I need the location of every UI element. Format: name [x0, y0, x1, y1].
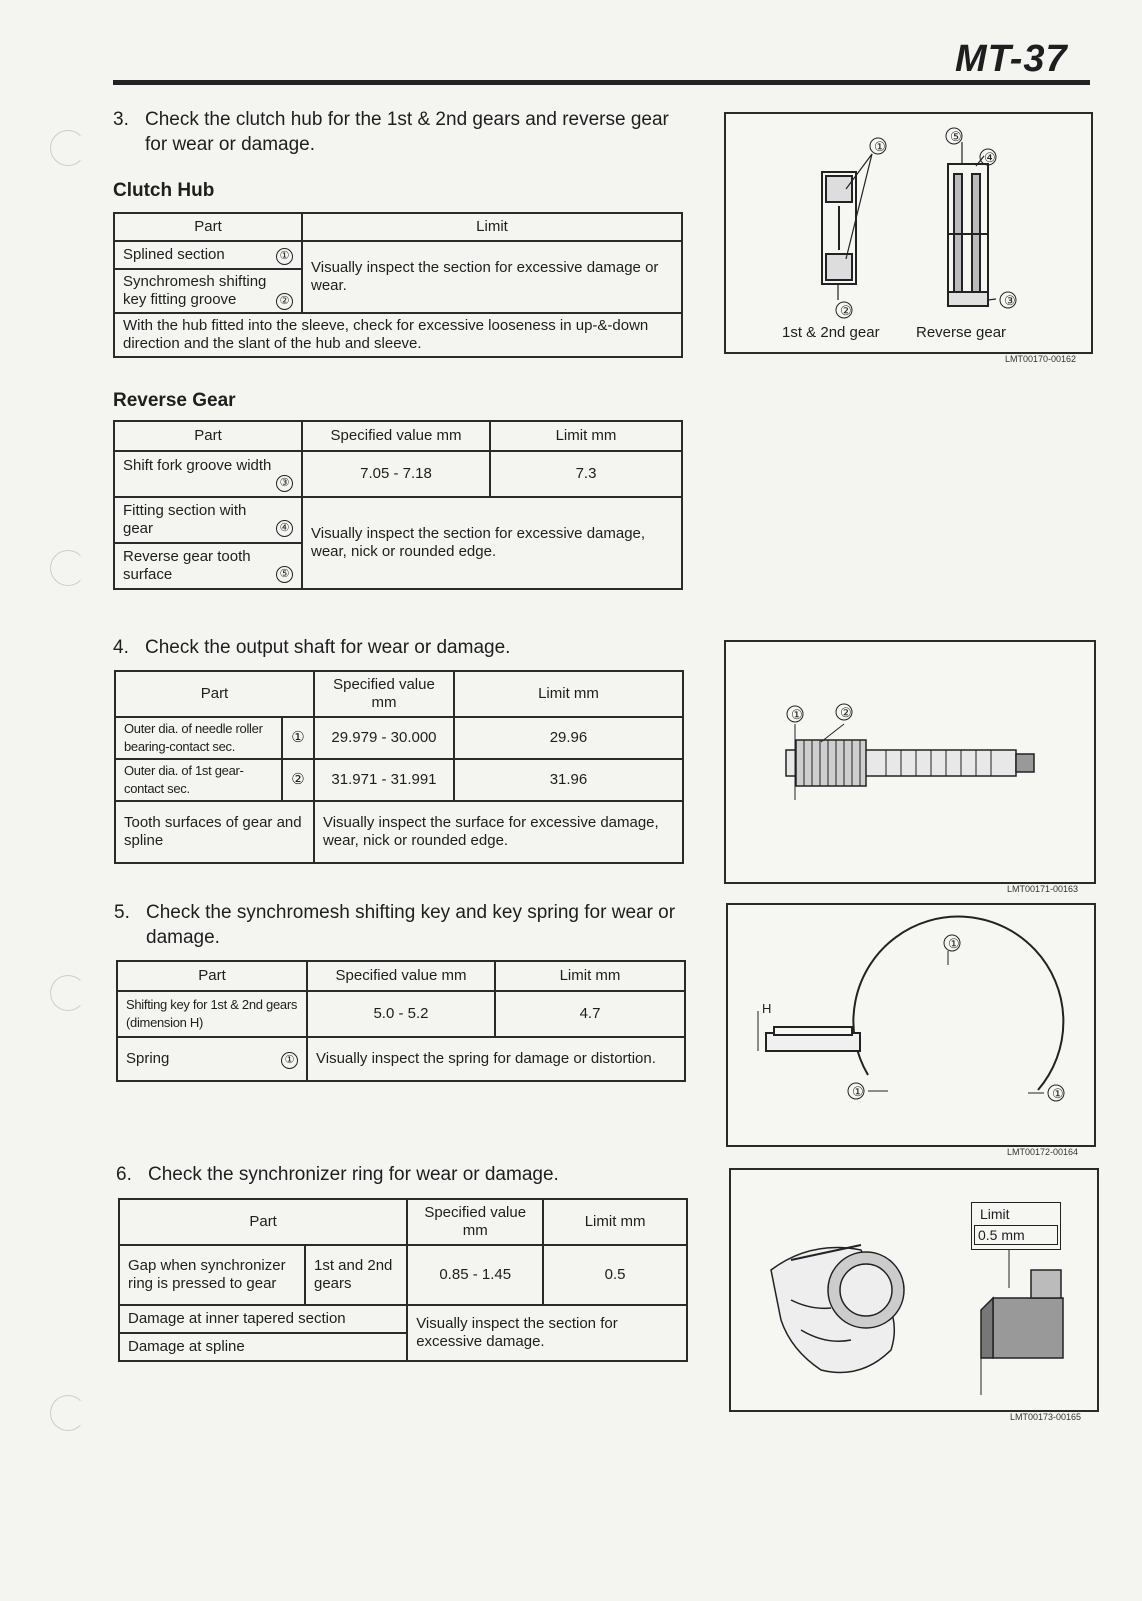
punch-hole: [50, 1395, 86, 1431]
table-cell-limit: 31.96: [454, 759, 683, 801]
col-limit: Limit: [302, 213, 682, 241]
figure-output-shaft: [724, 640, 1096, 884]
figure-label-1st-2nd: 1st & 2nd gear: [782, 324, 880, 341]
marker-4: ④: [984, 150, 996, 165]
col-limit: Limit mm: [490, 421, 682, 451]
table-cell-part: Tooth surfaces of gear and spline: [115, 801, 314, 863]
table-cell-spec: 0.85 - 1.45: [407, 1245, 543, 1305]
step-text: Check the synchromesh shifting key and key spring for wear or damage.: [146, 902, 676, 948]
table-cell-limit: 4.7: [495, 991, 685, 1037]
marker-3: ③: [1004, 293, 1016, 308]
col-spec: Specified value mm: [302, 421, 490, 451]
step-number: 6.: [116, 1164, 132, 1185]
table-cell-part: ② Synchromesh shifting key fitting groove: [114, 269, 302, 313]
table-cell-part: ⑤ Reverse gear tooth surface: [114, 543, 302, 589]
col-part: Part: [115, 671, 314, 717]
synchronizer-ring-table: [118, 1198, 688, 1362]
col-limit: Limit mm: [495, 961, 685, 991]
table-cell-limit: 29.96: [454, 717, 683, 759]
output-shaft-diagram: [726, 642, 1094, 882]
marker-2: ②: [840, 303, 852, 318]
marker-1: ①: [281, 1052, 298, 1069]
table-cell-spec: Visually inspect the section for excessive damage, wear, nick or rounded edge.: [302, 497, 682, 589]
col-part: Part: [114, 421, 302, 451]
col-spec: Specified value mm: [314, 671, 454, 717]
step-number: 5.: [114, 902, 130, 923]
table-cell-part: Shifting key for 1st & 2nd gears (dimension H): [117, 991, 307, 1037]
page-number: MT-37: [955, 38, 1068, 80]
figure-synchronizer-ring: [729, 1168, 1099, 1412]
table-cell-part: ① Splined section: [114, 241, 302, 269]
limit-callout: [971, 1202, 1061, 1250]
punch-hole: [50, 550, 86, 586]
figure-label-reverse: Reverse gear: [916, 324, 1007, 341]
reverse-gear-table: [113, 420, 683, 590]
step-6: [116, 1162, 686, 1187]
step-text: Check the clutch hub for the 1st & 2nd gears and reverse gear for wear or damage.: [145, 109, 669, 155]
table-cell-limit: 7.3: [490, 451, 682, 497]
marker-5: ⑤: [950, 129, 962, 144]
marker-1: ①: [1052, 1086, 1064, 1101]
limit-callout-label: Limit: [980, 1206, 1010, 1222]
marker-2: ②: [840, 705, 852, 720]
table-cell-part: Outer dia. of 1st gear-contact sec.: [115, 759, 282, 801]
table-cell-spec: 29.979 - 30.000: [314, 717, 454, 759]
table-cell-part: Gap when synchronizer ring is pressed to gear: [119, 1245, 305, 1305]
table-cell-part: Damage at inner tapered section: [119, 1305, 407, 1333]
col-limit: Limit mm: [454, 671, 683, 717]
marker-1: ①: [948, 936, 960, 951]
figure-code: LMT00172-00164: [1007, 1147, 1079, 1157]
figure-gears: [724, 112, 1093, 354]
marker-2: ②: [276, 293, 293, 310]
table-cell-part: ③ Shift fork groove width: [114, 451, 302, 497]
step-4: [113, 635, 683, 660]
shifting-key-table: [116, 960, 686, 1082]
shifting-key-spring-diagram: [728, 905, 1094, 1145]
marker-4: ④: [276, 520, 293, 537]
step-number: 4.: [113, 637, 129, 658]
marker-1: ①: [852, 1084, 864, 1099]
table-cell-sub: 1st and 2nd gears: [305, 1245, 407, 1305]
table-cell-part: ④ Fitting section with gear: [114, 497, 302, 543]
table-cell-spec: Visually inspect the surface for excessive damage, wear, nick or rounded edge.: [314, 801, 683, 863]
gear-cross-section-diagram: [726, 114, 1091, 352]
marker-3: ③: [276, 475, 293, 492]
table-cell-spec: 31.971 - 31.991: [314, 759, 454, 801]
step-text: Check the synchronizer ring for wear or damage.: [148, 1164, 559, 1185]
clutch-hub-table: [113, 212, 683, 358]
punch-hole: [50, 130, 86, 166]
table-cell-part: Damage at spline: [119, 1333, 407, 1361]
table-cell-limit: Visually inspect the section for excessive damage or wear.: [302, 241, 682, 313]
marker-1: ①: [791, 707, 803, 722]
col-part: Part: [117, 961, 307, 991]
figure-code: LMT00173-00165: [1010, 1412, 1082, 1422]
figure-code: LMT00171-00163: [1007, 884, 1079, 894]
col-part: Part: [119, 1199, 407, 1245]
figure-code: LMT00170-00162: [1005, 354, 1077, 364]
table-note: With the hub fitted into the sleeve, check for excessive looseness in up-&-down direction and the slant of the hub and sleeve.: [114, 313, 682, 357]
dimension-h-label: H: [762, 1001, 772, 1016]
step-3: [113, 107, 683, 157]
col-limit: Limit mm: [543, 1199, 687, 1245]
marker-1: ①: [282, 717, 314, 759]
table-cell-spec: 5.0 - 5.2: [307, 991, 495, 1037]
table-cell-spec: Visually inspect the section for excessive damage.: [407, 1305, 687, 1361]
clutch-hub-title: Clutch Hub: [113, 180, 215, 201]
table-cell-spec: Visually inspect the spring for damage or distortion.: [307, 1037, 685, 1081]
limit-callout-value: 0.5 mm: [974, 1225, 1058, 1245]
col-spec: Specified value mm: [307, 961, 495, 991]
table-cell-part: ① Spring: [117, 1037, 307, 1081]
marker-5: ⑤: [276, 566, 293, 583]
table-cell-part: Outer dia. of needle roller bearing-contact sec.: [115, 717, 282, 759]
step-5: [114, 900, 684, 950]
marker-1: ①: [276, 248, 293, 265]
table-cell-limit: 0.5: [543, 1245, 687, 1305]
step-text: Check the output shaft for wear or damage.: [145, 637, 511, 658]
marker-2: ②: [282, 759, 314, 801]
step-number: 3.: [113, 109, 129, 130]
marker-1: ①: [874, 139, 886, 154]
output-shaft-table: [114, 670, 684, 864]
col-part: Part: [114, 213, 302, 241]
reverse-gear-title: Reverse Gear: [113, 390, 236, 411]
col-spec: Specified value mm: [407, 1199, 543, 1245]
header-rule: [113, 80, 1090, 85]
figure-shifting-key: [726, 903, 1096, 1147]
table-cell-spec: 7.05 - 7.18: [302, 451, 490, 497]
punch-hole: [50, 975, 86, 1011]
